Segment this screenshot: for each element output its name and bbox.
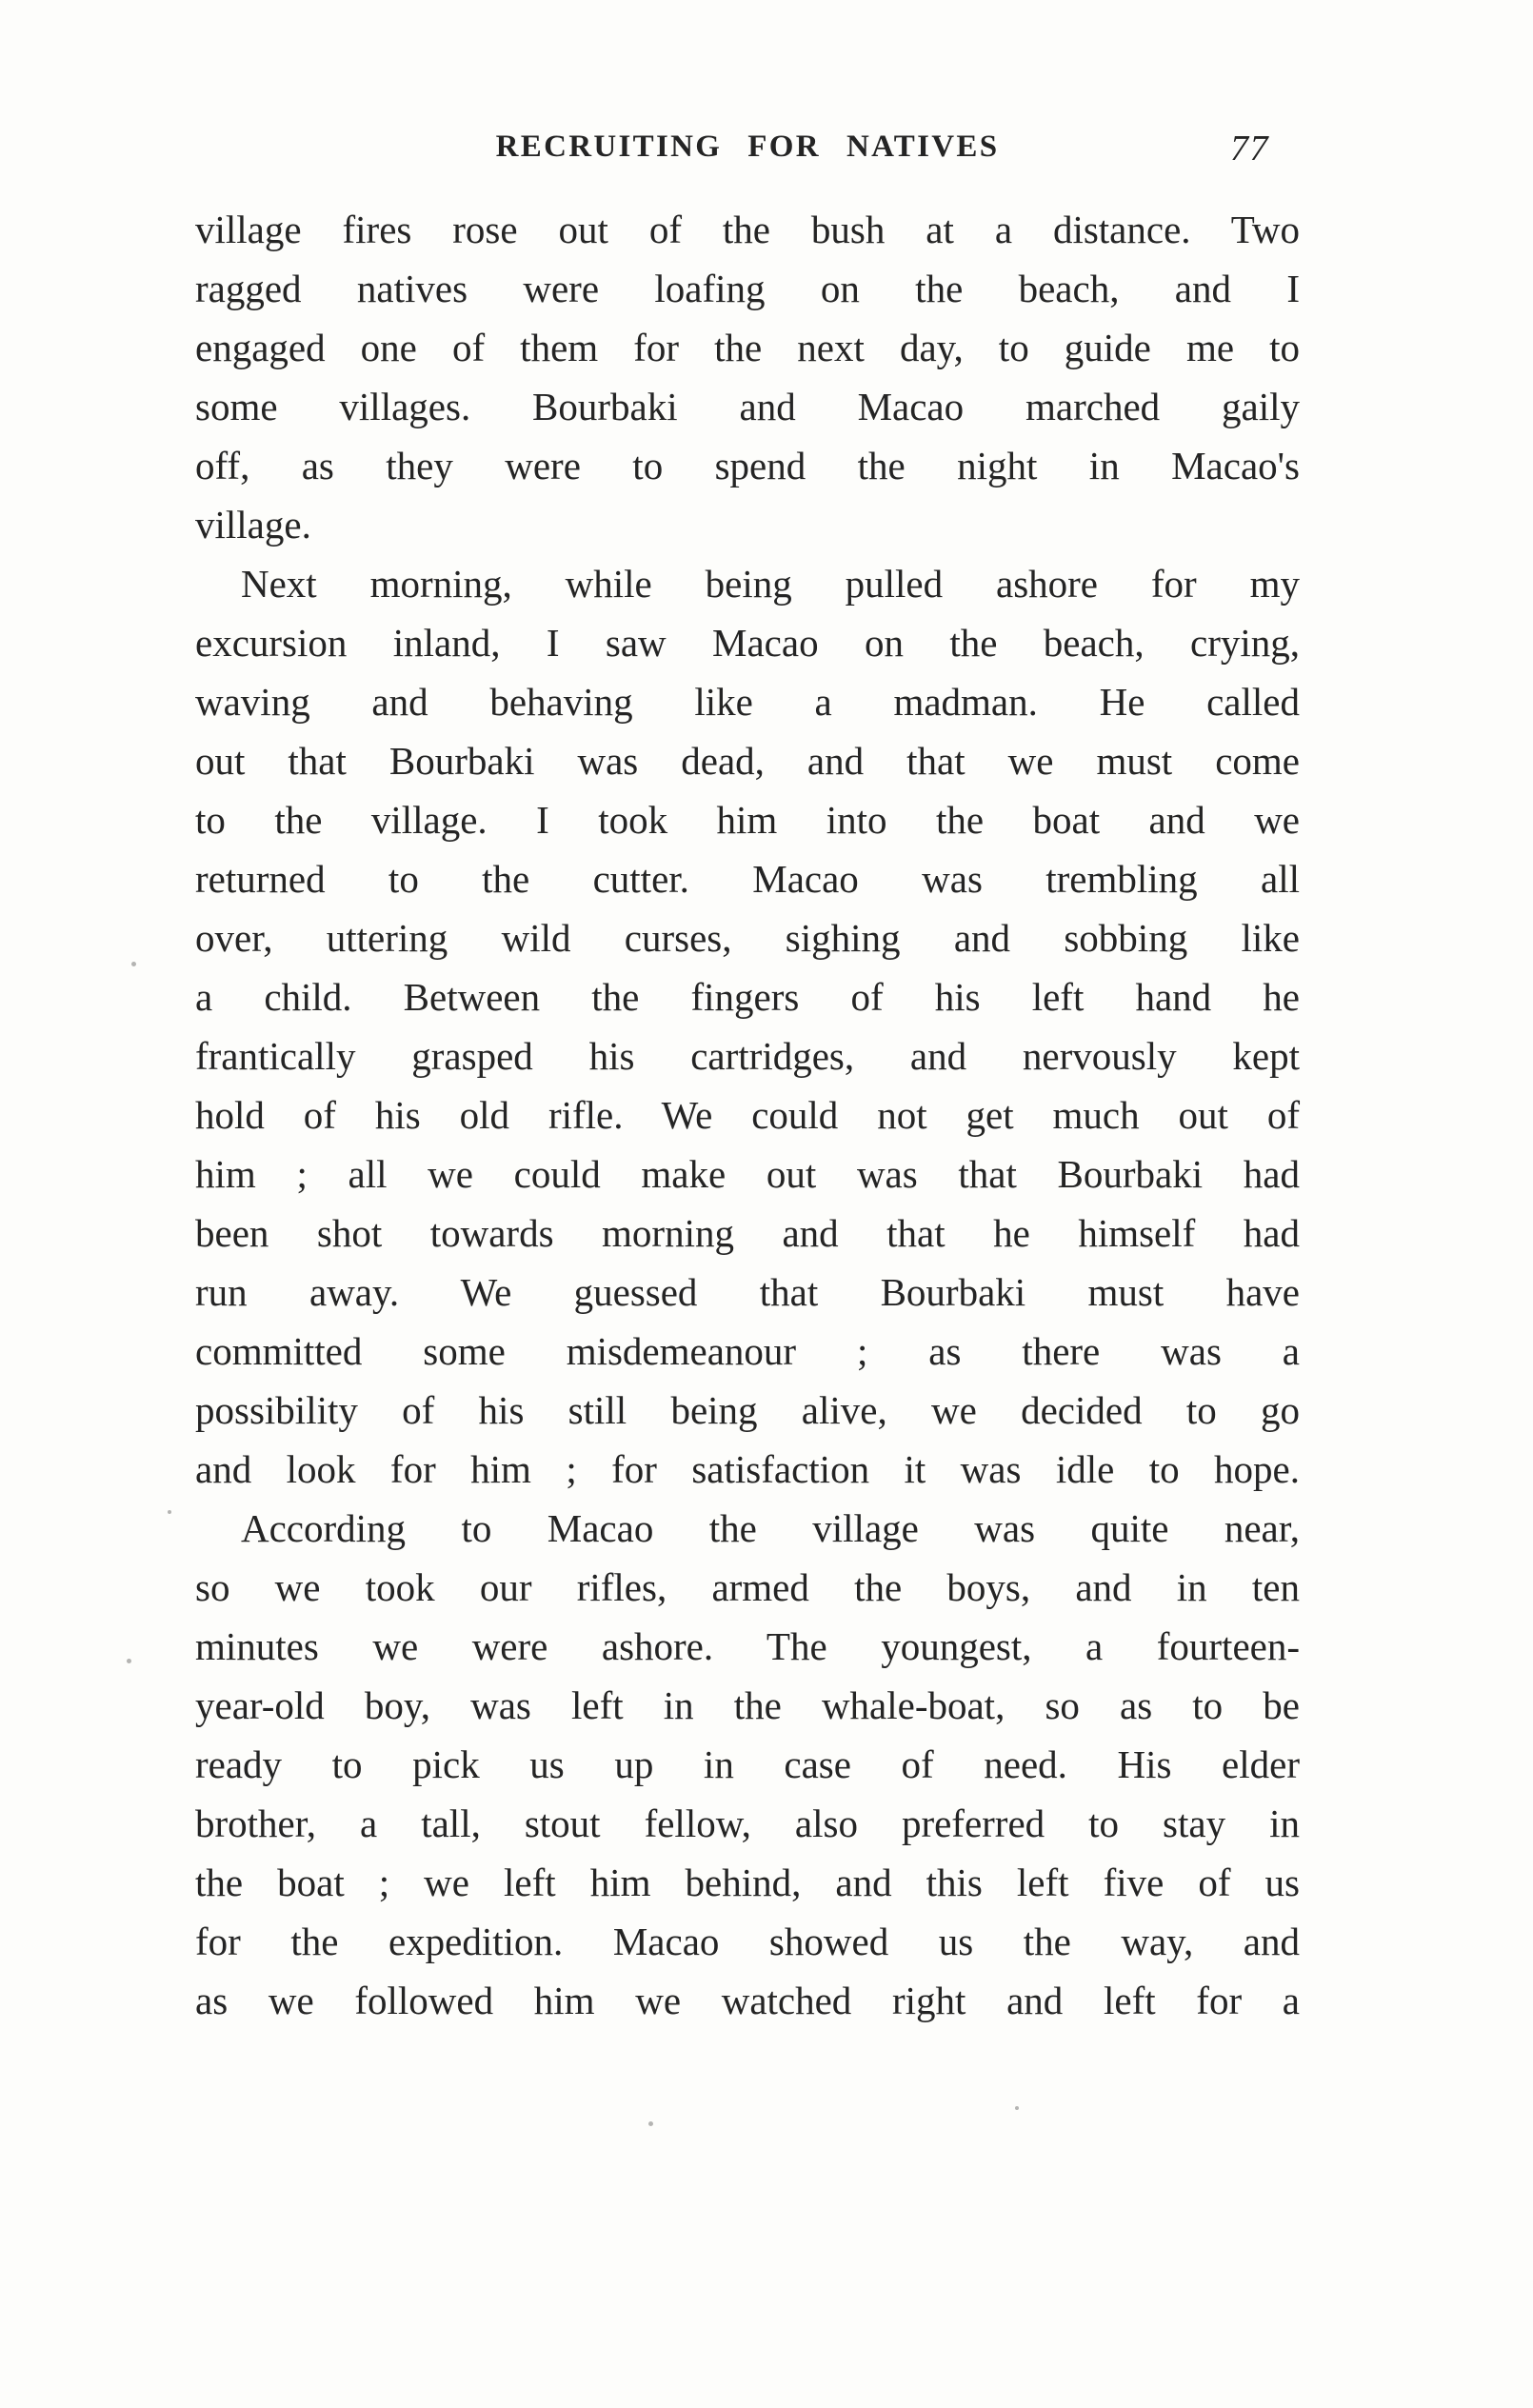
text-line: According to Macao the village was quite near, (241, 1506, 1300, 1550)
text-line: Next morning, while being pulled ashore for my (241, 562, 1300, 606)
text-line: engaged one of them for the next day, to guide me to (195, 326, 1300, 369)
text-line: village. (195, 503, 311, 547)
page-header (195, 129, 1300, 177)
scan-speck (127, 1659, 131, 1663)
text-line: ragged natives were loafing on the beach, and I (195, 267, 1300, 310)
text-line: a child. Between the fingers of his left hand he (195, 975, 1300, 1019)
text-block (195, 200, 1300, 2030)
text-line: hold of his old rifle. We could not get much out of (195, 1093, 1300, 1137)
paragraph (195, 1499, 1300, 2030)
text-line: been shot towards morning and that he himself had (195, 1211, 1300, 1255)
text-line: to the village. I took him into the boat and we (195, 798, 1300, 842)
text-line: village fires rose out of the bush at a distance. Two (195, 208, 1300, 251)
text-line: for the expedition. Macao showed us the way, and (195, 1920, 1300, 1963)
text-line: brother, a tall, stout fellow, also preferred to stay in (195, 1801, 1300, 1845)
text-line: as we followed him we watched right and left for a (195, 1979, 1300, 2022)
text-line: year-old boy, was left in the whale-boat, so as to be (195, 1683, 1300, 1727)
scan-speck (1015, 2106, 1019, 2110)
text-line: run away. We guessed that Bourbaki must have (195, 1270, 1300, 1314)
scan-speck (131, 962, 136, 966)
text-line: over, uttering wild curses, sighing and sobbing like (195, 916, 1300, 960)
text-line: frantically grasped his cartridges, and nervously kept (195, 1034, 1300, 1078)
text-line: returned to the cutter. Macao was trembling all (195, 857, 1300, 901)
text-line: committed some misdemeanour ; as there was a (195, 1329, 1300, 1373)
paragraph (195, 200, 1300, 554)
text-line: minutes we were ashore. The youngest, a fourteen- (195, 1624, 1300, 1668)
paragraph (195, 554, 1300, 1499)
text-line: waving and behaving like a madman. He called (195, 680, 1300, 724)
text-line: some villages. Bourbaki and Macao marched gaily (195, 385, 1300, 428)
text-line: him ; all we could make out was that Bourbaki had (195, 1152, 1300, 1196)
scan-speck (168, 1510, 171, 1514)
text-line: the boat ; we left him behind, and this left five of us (195, 1861, 1300, 1904)
text-line: ready to pick us up in case of need. His elder (195, 1742, 1300, 1786)
text-line: possibility of his still being alive, we decided to go (195, 1388, 1300, 1432)
text-line: and look for him ; for satisfaction it was idle to hope. (195, 1447, 1300, 1491)
page-number: 77 (1229, 129, 1269, 169)
text-line: excursion inland, I saw Macao on the beach, crying, (195, 621, 1300, 665)
text-line: off, as they were to spend the night in Macao's (195, 444, 1300, 488)
running-title: RECRUITING FOR NATIVES (495, 129, 1000, 164)
scan-speck (648, 2121, 653, 2126)
text-line: out that Bourbaki was dead, and that we must come (195, 739, 1300, 783)
text-line: so we took our rifles, armed the boys, and in ten (195, 1565, 1300, 1609)
